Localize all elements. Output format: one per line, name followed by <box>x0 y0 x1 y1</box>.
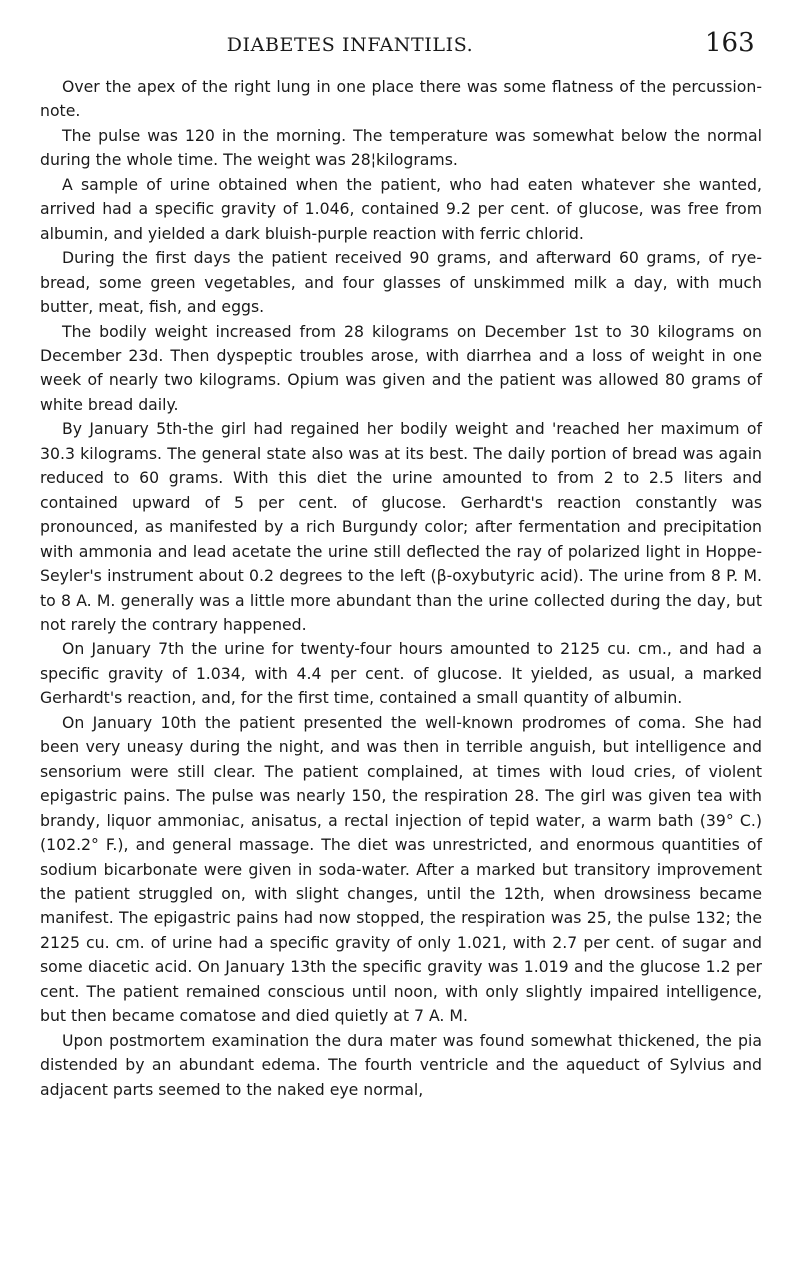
paragraph: Over the apex of the right lung in one place there was some flatness of the percussion-note. <box>40 77 762 121</box>
paragraph: By January 5th-the girl had regained her bodily weight and 'reached her maximum of 30.3 kilograms. The general state also was at its best. The daily portion of bread was again reduced to 60 grams. With this diet the urine amounted to from 2 to 2.5 liters and contained upward of 5 per cent. of glucose. Gerhardt's reaction constantly was pronounced, as manifested by a rich Burgundy color; after fermentation and precipitation with ammonia and lead acetate the urine still deflected the ray of polarized light in Hoppe-Seyler's instrument about 0.2 degrees to the left (β-oxybutyric acid). The urine from 8 P. M. to 8 A. M. generally was a little more abundant than the urine collected during the day, but not rarely the contrary happened. <box>40 419 762 634</box>
running-head <box>100 34 600 56</box>
paragraph: Upon postmortem examination the dura mater was found somewhat thickened, the pia distended by an abundant edema. The fourth ventricle and the aqueduct of Sylvius and adjacent parts seemed to the naked eye normal, <box>40 1030 762 1099</box>
running-title: DIABETES INFANTILIS. <box>226 34 474 56</box>
paragraph: The bodily weight increased from 28 kilograms on December 1st to 30 kilograms on December 23d. Then dyspeptic troubles arose, with diarrhea and a loss of weight in one week of nearly two kilograms. Opium was given and the patient was allowed 80 grams of white bread daily. <box>40 321 762 414</box>
paragraph: A sample of urine obtained when the patient, who had eaten whatever she wanted, arrived had a specific gravity of 1.046, contained 9.2 per cent. of glucose, was free from albumin, and yielded a dark bluish-purple reaction with ferric chlorid. <box>40 174 762 243</box>
paragraph: On January 10th the patient presented the well-known prodromes of coma. She had been very uneasy during the night, and was then in terrible anguish, but intelligence and sensorium were still clear. The patient complained, at times with loud cries, of violent epigastric pains. The pulse was nearly 150, the respiration 28. The girl was given tea with brandy, liquor ammoniac, anisatus, a rectal injection of tepid water, a warm bath (39° C.) (102.2° F.), and general massage. The diet was unrestricted, and enormous quantities of sodium bicarbonate were given in soda-water. After a marked but transitory improvement the patient struggled on, with slight changes, until the 12th, when drowsiness became manifest. The epigastric pains had now stopped, the respiration was 25, the pulse 132; the 2125 cu. cm. of urine had a specific gravity of only 1.021, with 2.7 per cent. of sugar and some diacetic acid. On January 13th the specific gravity was 1.019 and the glucose 1.2 per cent. The patient remained conscious until noon, with only slightly impaired intelligence, but then became comatose and died quietly at 7 A. M. <box>40 712 762 1026</box>
page-number: 163 <box>705 28 755 58</box>
paragraph: The pulse was 120 in the morning. The temperature was somewhat below the normal during the whole time. The weight was 28¦kilograms. <box>40 125 762 170</box>
paragraph: During the first days the patient received 90 grams, and afterward 60 grams, of rye-bread, some green vegetables, and four glasses of unskimmed milk a day, with much butter, meat, fish, and eggs. <box>40 248 762 317</box>
paragraph: On January 7th the urine for twenty-four hours amounted to 2125 cu. cm., and had a specific gravity of 1.034, with 4.4 per cent. of glucose. It yielded, as usual, a marked Gerhardt's reaction, and, for the first time, contained a small quantity of albumin. <box>40 639 762 708</box>
body-text <box>40 75 762 1102</box>
